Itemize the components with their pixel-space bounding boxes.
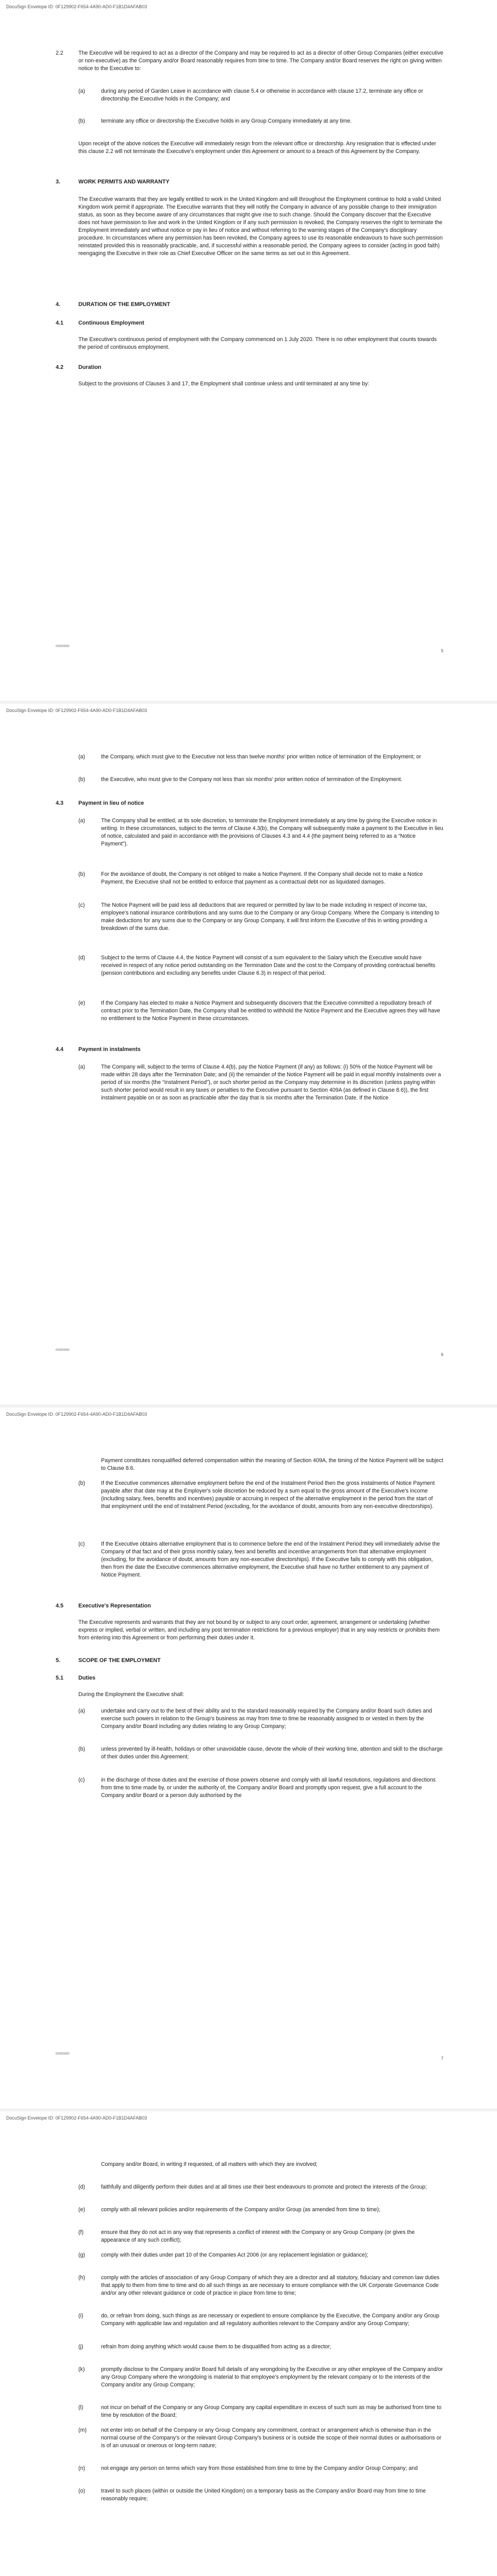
sub-clause-text: travel to such places (within or outside the United Kingdom) on a temporary basis as the Company and/or Board may from time to time reasonably require; xyxy=(101,2488,426,2502)
sub-clause-label: (h) xyxy=(78,2275,85,2281)
sub-clause-text: For the avoidance of doubt, the Company is not obliged to make a Notice Payment. If the Company shall decide not to make a Notice Payment, the Executive shall not be entitled to enforce that payment as a contractual debt nor as liquidated damages. xyxy=(101,871,423,885)
clause-heading: Executive's Representation xyxy=(78,1603,151,1609)
clause-number: 4.2 xyxy=(56,364,64,370)
sub-clause-text: The Company shall be entitled, at its sole discretion, to terminate the Employment immediately at any time by giving the Executive notice in writing. In these circumstances, subject to the terms of Clause 4.3(b), the Company will subsequently make a payment to the Executive in lieu of notice, calculated and paid in accordance with the provisions of Clauses 4.3 and 4.4 (the payment being referred to as a “Notice Payment”). xyxy=(101,818,443,847)
sub-clause-text: comply with their duties under part 10 of the Companies Act 2006 (or any replacement legislation or guidance); xyxy=(101,2252,369,2258)
section-heading: DURATION OF THE EMPLOYMENT xyxy=(78,301,170,308)
sub-clause-label: (e) xyxy=(78,1000,85,1006)
clause-number: 5.1 xyxy=(56,1675,64,1681)
sub-clause-text: unless prevented by ill-health, holidays or other unavoidable cause, devote the whole of their working time, attention and skill to the discharge of their duties under this Agreement; xyxy=(101,1746,443,1760)
sub-clause-label: (k) xyxy=(78,2366,85,2372)
sub-clause-text: ensure that they do not act in any way that represents a conflict of interest with the Company or any Group Company (or gives the appearance of any such conflict); xyxy=(101,2229,415,2243)
page-number: 6 xyxy=(441,1352,443,1357)
docusign-envelope-id: DocuSign Envelope ID: 0F129902-F654-4A90-AD0-F1B1D4AFAB03 xyxy=(6,2115,147,2121)
footer-code: 00000000 xyxy=(56,1349,70,1352)
sub-clause-text: in the discharge of those duties and the exercise of those powers observe and comply with all lawful resolutions, regulations and directions from time to time made by, or under the authority of, the Company and/or Board and promptly upon request, give a full account to the Company and/or Board or a person duly authorised by the xyxy=(101,1777,436,1799)
sub-clause-label: (d) xyxy=(78,2184,85,2190)
sub-clause-label: (a) xyxy=(78,1064,85,1070)
sub-clause-text: undertake and carry out to the best of their ability and to the standard reasonably required by the Company and/or Board such duties and exercise such powers in relation to the Group's business as may from time to time be reasonably assigned to or vested in them by the Company and/or Board including any duties relating to any Group Company; xyxy=(101,1708,432,1730)
section-number: 3. xyxy=(56,179,61,185)
sub-clause-label: (b) xyxy=(78,776,85,783)
sub-clause-label: (e) xyxy=(78,2207,85,2213)
sub-clause-label: (j) xyxy=(78,2344,84,2350)
sub-clause-text: faithfully and diligently perform their duties and at all times use their best endeavours to promote and protect the interests of the Group; xyxy=(101,2184,427,2190)
sub-clause-text: If the Executive commences alternative employment before the end of the Instalment Period then the gross instalments of Notice Payment payable after that date may at the Employer's sole discretion be reduced by a sum equal to the gross amount of the Executive's income (including salary, fees, benefits and incentives) payable or accruing in respect of the alternative employment in the period from the start of that employment until the end of Instalment Period (excluding, for the avoidance of doubt, amounts from any non-executive directorships). xyxy=(101,1480,435,1510)
sub-clause-label: (c) xyxy=(78,1777,85,1783)
sub-clause-label: (a) xyxy=(78,818,85,824)
page-number: 7 xyxy=(441,2056,443,2061)
section-number: 5. xyxy=(56,1657,61,1664)
sub-clause-text: comply with all relevant policies and/or requirements of the Company and/or Group (as amended from time to time); xyxy=(101,2207,380,2213)
sub-clause-text: If the Executive obtains alternative employment that is to commence before the end of the Instalment Period they will immediately advise the Company of that fact and of their gross monthly salary, fees and benefits and incentive arrangements from that alternative employment (excluding, for the avoidance of doubt, amounts from any non-executive directorships). If the Executive fails to comply with this obligation, then from the date the Executive commences alternative employment, the Executive shall have no further entitlement to any payment of Notice Payment. xyxy=(101,1541,440,1578)
sub-clause-text: during any period of Garden Leave in accordance with clause 5.4 or otherwise in accordance with clause 17.2, terminate any office or directorship the Executive holds in the Company; and xyxy=(101,88,423,102)
clause-text: Upon receipt of the above notices the Executive will immediately resign from the relevant office or directorship. Any resignation that is effected under this clause 2.2 will not terminate the Executive's employment under this Agreement or amount to a breach of this Agreement by the Company. xyxy=(78,141,436,155)
docusign-envelope-id: DocuSign Envelope ID: 0F129902-F654-4A90-AD0-F1B1D4AFAB03 xyxy=(6,4,147,9)
sub-clause-text: refrain from doing anything which would cause them to be disqualified from acting as a director; xyxy=(101,2344,332,2350)
clause-number: 4.4 xyxy=(56,1046,64,1053)
sub-clause-label: (a) xyxy=(78,88,85,94)
page-number: 5 xyxy=(441,649,443,653)
section-heading: SCOPE OF THE EMPLOYMENT xyxy=(78,1657,161,1664)
sub-clause-label: (b) xyxy=(78,871,85,877)
sub-clause-text: Payment constitutes nonqualified deferred compensation within the meaning of Section 409A, the timing of the Notice Payment will be subject to Clause 8.6. xyxy=(101,1458,443,1471)
clause-text: The Executive warrants that they are legally entitled to work in the United Kingdom and will throughout the Employment continue to hold a valid United Kingdom work permit if appropriate. The Executive warrants that they will notify the Company in advance of any possible change to their immigration status, as soon as they become aware of any circumstances that might give rise to such change. Should the Company discover that the Executive does not have permission to live and work in the United Kingdom or if any such permission is revoked, the Company reserves the right to terminate the Employment immediately and without notice or pay in lieu of notice and without referring to the warning stages of the Company's disciplinary procedure. In circumstances where any permission has been revoked, the Company agrees to use its reasonable endeavours to have such permission reinstated provided this is reasonably practicable, and, if successful within a reasonable period, the Company agrees to consider (acting in good faith) reengaging the Executive in their role as Chief Executive Officer on the same terms as set out in this Agreement. xyxy=(78,196,443,257)
sub-clause-label: (n) xyxy=(78,2465,85,2471)
sub-clause-label: (a) xyxy=(78,754,85,760)
clause-number: 4.3 xyxy=(56,800,64,806)
clause-text: The Executive's continuous period of employment with the Company commenced on 1 July 2020. There is no other employment that counts towards the period of continuous employment. xyxy=(78,336,437,350)
section-number: 4. xyxy=(56,301,61,308)
docusign-envelope-id: DocuSign Envelope ID: 0F129902-F654-4A90-AD0-F1B1D4AFAB03 xyxy=(6,1412,147,1417)
footer-code: 00000000 xyxy=(56,2053,70,2056)
sub-clause-text: do, or refrain from doing, such things as are necessary or expedient to ensure compliance by the Executive, the Company and/or any Group Company with applicable law and regulation and all regulatory authorities relevant to the Company and/or any Group Company; xyxy=(101,2313,439,2327)
clause-heading: Duration xyxy=(78,364,102,370)
sub-clause-label: (b) xyxy=(78,1480,85,1486)
sub-clause-label: (b) xyxy=(78,118,85,124)
section-heading: WORK PERMITS AND WARRANTY xyxy=(78,179,170,185)
clause-number: 4.5 xyxy=(56,1603,64,1609)
sub-clause-text: the Company, which must give to the Executive not less than twelve months' prior written notice of termination of the Employment; or xyxy=(101,754,421,760)
sub-clause-label: (c) xyxy=(78,902,85,908)
document-page-6 xyxy=(0,704,497,1404)
sub-clause-label: (b) xyxy=(78,1746,85,1752)
clause-heading: Payment in instalments xyxy=(78,1046,141,1053)
document-page-7 xyxy=(0,1408,497,2108)
sub-clause-label: (a) xyxy=(78,1708,85,1714)
sub-clause-text: If the Company has elected to make a Notice Payment and subsequently discovers that the Executive committed a repudiatory breach of contract prior to the Termination Date, the Company shall be entitled to withhold the Notice Payment and the Executive agrees they will have no entitlement to the Notice Payment in these circumstances. xyxy=(101,1000,440,1022)
clause-text: The Executive will be required to act as a director of the Company and may be required to act as a director of other Group Companies (either executive or non-executive) as the Company and/or Board reasonably requires from time to time. The Company and/or Board reserves the right on giving written notice to the Executive to: xyxy=(78,50,443,72)
clause-text: The Executive represents and warrants that they are not bound by or subject to any court order, agreement, arrangement or undertaking (whether express or implied, verbal or written, and including any post termination restrictions for a previous employer) that in any way restricts or prohibits them from entering into this Agreement or from performing their duties under it. xyxy=(78,1619,440,1641)
sub-clause-label: (i) xyxy=(78,2313,84,2319)
sub-clause-text: Subject to the terms of Clause 4.4, the Notice Payment will consist of a sum equivalent to the Salary which the Executive would have received in respect of any notice period outstanding on the Termination Date and the cost to the Company of providing contractual benefits (pension contributions and excluding any benefits under Clause 6.3) in respect of that period. xyxy=(101,955,436,976)
footer-code: 00000000 xyxy=(56,645,70,648)
sub-clause-label: (l) xyxy=(78,2404,84,2411)
clause-number: 4.1 xyxy=(56,320,64,326)
sub-clause-text: The Notice Payment will be paid less all deductions that are required or permitted by law to be made including in respect of income tax, employee's national insurance contributions and any sums due to the Company or any Group Company. Where the Company is intending to make deductions for any sums due to the Company or any Group Company, it will first inform the Executive of this in writing providing a breakdown of the sums due. xyxy=(101,902,440,931)
sub-clause-text: not engage any person on terms which vary from those established from time to time by the Company and/or Group Company; and xyxy=(101,2465,418,2471)
sub-clause-text: terminate any office or directorship the Executive holds in any Group Company immediately at any time. xyxy=(101,118,352,124)
sub-clause-text: comply with the articles of association of any Group Company of which they are a director and all statutory, fiduciary and common law duties that apply to them from time to time and do all such things as are necessary to ensure compliance with the UK Corporate Governance Code and/or any other relevant guidance or code of practice in place from time to time; xyxy=(101,2275,440,2296)
sub-clause-text: Company and/or Board, in writing if requested, of all matters with which they are involved; xyxy=(101,2161,318,2167)
sub-clause-text: promptly disclose to the Company and/or Board full details of any wrongdoing by the Executive or any other employee of the Company and/or any Group Company where the wrongdoing is material to that employee's employment by the relevant company or to the interests of the Company and/or any Group Company; xyxy=(101,2366,443,2388)
document-page-5 xyxy=(0,0,497,701)
clause-heading: Duties xyxy=(78,1675,95,1681)
sub-clause-label: (m) xyxy=(78,2427,87,2433)
clause-heading: Payment in lieu of notice xyxy=(78,800,144,806)
sub-clause-text: not incur on behalf of the Company or any Group Company any capital expenditure in excess of such sum as may be authorised from time to time by resolution of the Board; xyxy=(101,2404,442,2418)
clause-text: During the Employment the Executive shall: xyxy=(78,1691,184,1698)
clause-heading: Continuous Employment xyxy=(78,320,144,326)
sub-clause-text: the Executive, who must give to the Company not less than six months' prior written notice of termination of the Employment. xyxy=(101,776,403,783)
sub-clause-text: The Company will, subject to the terms of Clause 4.4(b), pay the Notice Payment (if any) as follows: (i) 50% of the Notice Payment will be made within 28 days after the Termination Date; and (ii) the remainder of the Notice Payment will be paid in equal monthly instalments over a period of six months (the “Instalment Period”), or such shorter period as the Company may determine in its discretion (unless paying within such shorter period would result in any taxes or penalties to the Executive pursuant to Section 409A (as defined in Clause 8.6)), the first instalment payable on or as soon as practicable after the day that is six months after the Termination Date. If the Notice xyxy=(101,1064,441,1101)
sub-clause-label: (d) xyxy=(78,955,85,961)
sub-clause-label: (f) xyxy=(78,2229,84,2235)
clause-text: Subject to the provisions of Clauses 3 and 17, the Employment shall continue unless and until terminated at any time by: xyxy=(78,381,370,387)
docusign-envelope-id: DocuSign Envelope ID: 0F129902-F654-4A90-AD0-F1B1D4AFAB03 xyxy=(6,708,147,713)
clause-number: 2.2 xyxy=(56,50,63,56)
sub-clause-label: (o) xyxy=(78,2488,85,2494)
sub-clause-label: (c) xyxy=(78,1541,85,1547)
sub-clause-label: (g) xyxy=(78,2252,85,2258)
document-page-8 xyxy=(0,2111,497,2576)
sub-clause-text: not enter into on behalf of the Company or any Group Company any commitment, contract or arrangement which is otherwise than in the normal course of the Company's or the relevant Group Company's business or is outside the scope of their normal duties or authorisations or is of an unusual or onerous or long-term nature; xyxy=(101,2427,442,2449)
